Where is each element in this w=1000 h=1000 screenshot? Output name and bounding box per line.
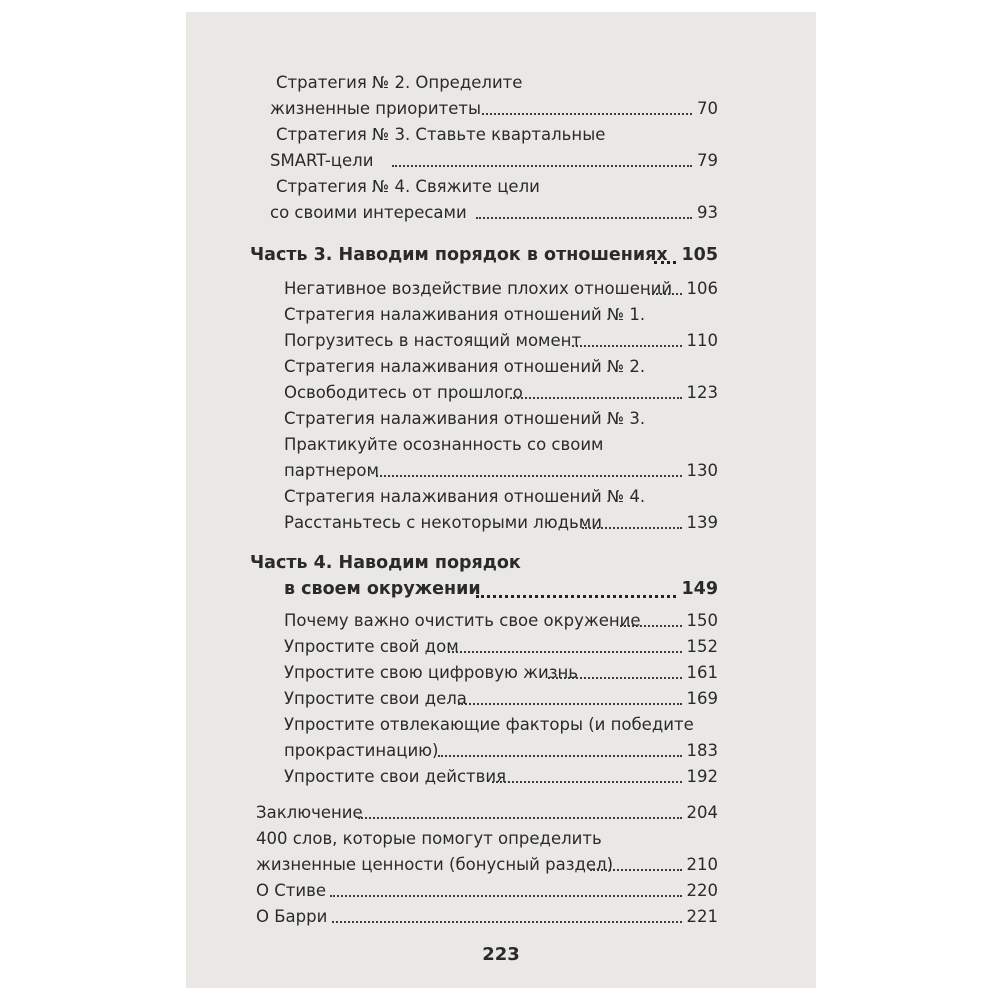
toc-page-number: 123 <box>686 383 718 402</box>
part-title: Часть 4. Наводим порядок <box>250 553 521 573</box>
toc-entry-text: Упростите свой дом <box>284 637 459 656</box>
dot-leader <box>620 625 682 627</box>
toc-entry-text: Заключение <box>256 803 363 822</box>
dot-leader <box>376 475 682 477</box>
toc-entry-text: Стратегия № 2. Определите <box>276 73 523 92</box>
toc-page-number: 152 <box>686 637 718 656</box>
toc-entry-text: Стратегия № 4. Свяжите цели <box>276 177 540 196</box>
toc-page-number: 150 <box>686 611 718 630</box>
toc-entry-text: О Стиве <box>256 881 326 900</box>
toc-page-number: 204 <box>686 803 718 822</box>
dot-leader <box>482 113 692 115</box>
toc-page-number: 139 <box>686 513 718 532</box>
dot-leader <box>448 651 682 653</box>
dot-leader <box>648 293 682 295</box>
toc-page-number: 79 <box>697 151 718 170</box>
toc-page-number: 210 <box>686 855 718 874</box>
dot-leader <box>332 921 682 923</box>
toc-entry-text: Упростите свои действия <box>284 767 507 786</box>
toc-page-number: 192 <box>686 767 718 786</box>
dot-leader <box>548 677 682 679</box>
part-title: в своем окружении <box>284 579 481 599</box>
dot-leader <box>476 217 692 219</box>
dot-leader <box>654 261 676 264</box>
dot-leader <box>572 345 682 347</box>
toc-entry-text: жизненные приоритеты <box>270 99 481 118</box>
toc-page-number: 70 <box>697 99 718 118</box>
toc-page-number: 221 <box>686 907 718 926</box>
toc-page-number: 110 <box>686 331 718 350</box>
part-title: Часть 3. Наводим порядок в отношениях <box>250 245 668 265</box>
toc-page-number: 149 <box>681 579 718 599</box>
dot-leader <box>476 595 676 598</box>
toc-entry-text: Практикуйте осознанность со своим <box>284 435 604 454</box>
toc-entry-text: Стратегия налаживания отношений № 3. <box>284 409 646 428</box>
toc-entry-text: Негативное воздействие плохих отношений <box>284 279 673 298</box>
toc-entry-text: Упростите отвлекающие факторы (и победите <box>284 715 694 734</box>
toc-entry-text: Погрузитесь в настоящий момент <box>284 331 582 350</box>
toc-page-number: 220 <box>686 881 718 900</box>
toc-entry-text: партнером <box>284 461 379 480</box>
book-page <box>186 12 816 988</box>
toc-entry-text: Почему важно очистить свое окружение <box>284 611 641 630</box>
toc-entry-text: жизненные ценности (бонусный раздел) <box>256 855 614 874</box>
toc-entry-text: прокрастинацию) <box>284 741 439 760</box>
toc-entry-text: Стратегия налаживания отношений № 2. <box>284 357 646 376</box>
toc-page-number: 161 <box>686 663 718 682</box>
toc-entry-text: Расстаньтесь с некоторыми людьми <box>284 513 602 532</box>
toc-entry-text: Стратегия налаживания отношений № 4. <box>284 487 646 506</box>
dot-leader <box>582 527 682 529</box>
dot-leader <box>458 703 682 705</box>
toc-page-number: 106 <box>686 279 718 298</box>
dot-leader <box>492 781 682 783</box>
dot-leader <box>392 165 692 167</box>
toc-entry-text: Стратегия налаживания отношений № 1. <box>284 305 646 324</box>
toc-page-number: 169 <box>686 689 718 708</box>
toc-page-number: 183 <box>686 741 718 760</box>
toc-page-number: 105 <box>681 245 718 265</box>
toc-entry-text: Упростите свою цифровую жизнь <box>284 663 578 682</box>
toc-entry-text: Упростите свои дела <box>284 689 467 708</box>
toc-page-number: 130 <box>686 461 718 480</box>
dot-leader <box>358 817 682 819</box>
toc-entry-text: со своими интересами <box>270 203 467 222</box>
dot-leader <box>590 869 682 871</box>
dot-leader <box>330 895 682 897</box>
toc-entry-text: О Барри <box>256 907 328 926</box>
dot-leader <box>510 397 682 399</box>
toc-page-number: 93 <box>697 203 718 222</box>
toc-entry-text: 400 слов, которые помогут определить <box>256 829 602 848</box>
page-number: 223 <box>482 944 520 965</box>
toc-entry-text: SMART-цели <box>270 151 374 170</box>
toc-entry-text: Освободитесь от прошлого <box>284 383 523 402</box>
toc-entry-text: Стратегия № 3. Ставьте квартальные <box>276 125 606 144</box>
dot-leader <box>438 755 682 757</box>
